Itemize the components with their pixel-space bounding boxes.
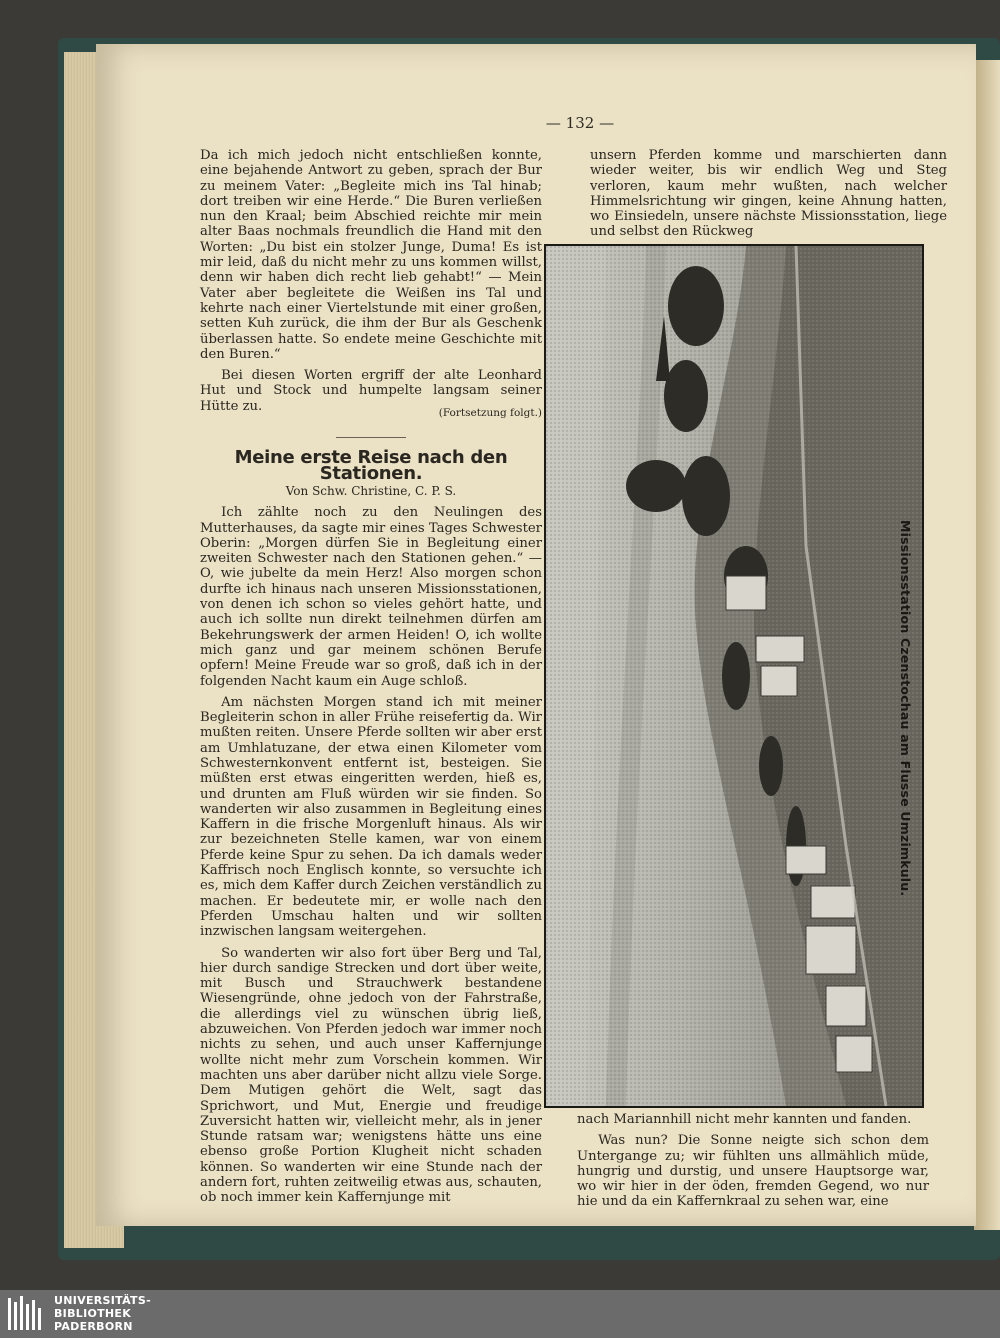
story-paragraph-2: Bei diesen Worten ergriff der alte Leonhard Hut und Stock und humpelte langsam seiner Hütte zu. bbox=[200, 368, 542, 414]
library-logo-icon bbox=[6, 1294, 46, 1334]
article-paragraph-2: Am nächsten Morgen stand ich mit meiner Begleiterin schon in aller Frühe reisefertig da. Wir mußten reiten. Unsere Pferde sollten wir aber erst am Umhlatuzane, der etwa einen Kilometer vom Schwesternkonvent entfernt ist, besteigen. Sie müßten erst etwas eingeritten werden, hieß es, und drunten am Fluß würden wir sie finden. So wanderten wir also zusammen in Begleitung eines Kaffern in die frische Morgenluft hinaus. Als wir zur bezeichneten Stelle kamen, war von einem Pferde keine Spur zu sehen. Da ich damals weder Kaffrisch noch Englisch konnte, so versuchte ich es, mich dem Kaffer durch Zeichen verständlich zu machen. Er bedeutete mir, er wolle nach den Pferden Umschau halten und wir sollten inzwischen langsam weitergehen. bbox=[200, 694, 542, 940]
library-name-line-3: PADERBORN bbox=[54, 1320, 133, 1333]
right-column-bottom-text bbox=[577, 1112, 929, 1216]
right-column-top-text bbox=[590, 148, 947, 246]
article-paragraph-1: Ich zählte noch zu den Neulingen des Mutterhauses, da sagte mir eines Tages Schwester Oberin: „Morgen dürfen Sie in Begleitung einer zweiten Schwester nach den Stationen gehen.“ — O, wie jubelte da mein Herz! Also morgen schon durfte ich hinaus nach unseren Missionsstationen, von denen ich schon so vieles gehört hatte, und auch ich sollte nun direkt teilnehmen dürfen am Bekehrungswerk der armen Heiden! O, ich wollte mich ganz und gar meinem schönen Berufe opfern! Meine Freude war so groß, daß ich in der folgenden Nacht kaum ein Auge schloß. bbox=[200, 505, 542, 689]
landscape-photo-drawing bbox=[546, 246, 922, 1106]
article-paragraph-3: So wanderten wir also fort über Berg und Tal, hier durch sandige Strecken und dort über weite, mit Busch und Strauchwerk bestandene Wiesengründe, ohne jedoch von der Fahrstraße, die allerdings viel zu wünschen übrig ließ, abzuweichen. Von Pferden jedoch war immer noch nichts zu sehen, und auch unser Kaffernjunge wollte nicht mehr zum Vorschein kommen. Wir machten uns aber darüber nicht allzu viele Sorge. Dem Mutigen gehört die Welt, sagt das Sprichwort, und Mut, Energie und freudige Zuversicht hatten wir, vielleicht mehr, als in jener Stunde ratsam war; wenigstens hätte uns eine ebenso große Portion Klugheit nicht schaden können. So wanderten wir eine Stunde nach der andern fort, ruhten zeitweilig etwas aus, schauten, ob noch immer kein Kaffernjunge mit bbox=[200, 945, 542, 1206]
photo-caption: Missionsstation Czenstochau am Flusse Umzimkulu. bbox=[898, 520, 913, 897]
continued-note: (Fortsetzung folgt.) bbox=[438, 407, 542, 420]
mission-station-photo bbox=[544, 244, 924, 1108]
library-name-line-2: BIBLIOTHEK bbox=[54, 1307, 132, 1320]
library-name bbox=[54, 1294, 151, 1333]
facing-page-edge bbox=[974, 60, 1000, 1230]
article-title: Meine erste Reise nach den Stationen. bbox=[234, 447, 508, 484]
page-number: — 132 — bbox=[545, 114, 615, 132]
library-name-line-1: UNIVERSITÄTS- bbox=[54, 1294, 151, 1307]
right-bottom-first-line: nach Mariannhill nicht mehr kannten und fanden. bbox=[577, 1112, 912, 1127]
story-paragraph-1: Da ich mich jedoch nicht entschließen konnte, eine bejahende Antwort zu geben, sprach der Bur zu meinem Vater: „Begleite mich ins Tal hinab; dort treiben wir eine Herde.“ Die Buren verließen nun den Kraal; beim Abschied reichte mir mein alter Baas nochmals freundlich die Hand mit den Worten: „Du bist ein stolzer Junge, Duma! Es ist mir leid, daß du nicht mehr zu uns kommen willst, denn wir haben dich recht lieb gehabt!“ — Mein Vater aber begleitete die Weißen ins Tal und kehrte nach einer Viertelstunde mit einer großen, setten Kuh zurück, die ihm der Bur als Geschenk überlassen hatte. So endete meine Geschichte mit den Buren.“ bbox=[200, 148, 542, 362]
right-bottom-paragraph: Was nun? Die Sonne neigte sich schon dem Untergange zu; wir fühlten uns allmählich müde, hungrig und durstig, und unsere Hauptsorge war, wo wir hier in der öden, fremden Gegend, wo nur hie und da ein Kaffernkraal zu sehen war, eine bbox=[577, 1133, 929, 1210]
library-footer bbox=[0, 1290, 1000, 1338]
section-divider bbox=[336, 437, 406, 438]
left-column bbox=[200, 148, 542, 1212]
article-byline: Von Schw. Christine, C. P. S. bbox=[285, 483, 457, 498]
right-top-paragraph: unsern Pferden komme und marschierten dann wieder weiter, bis wir endlich Weg und Steg verloren, kaum mehr wußten, nach welcher Himmelsrichtung wir gingen, keine Ahnung hatten, wo Einsiedeln, unsere nächste Missionsstation, liege und selbst den Rückweg bbox=[590, 148, 947, 240]
